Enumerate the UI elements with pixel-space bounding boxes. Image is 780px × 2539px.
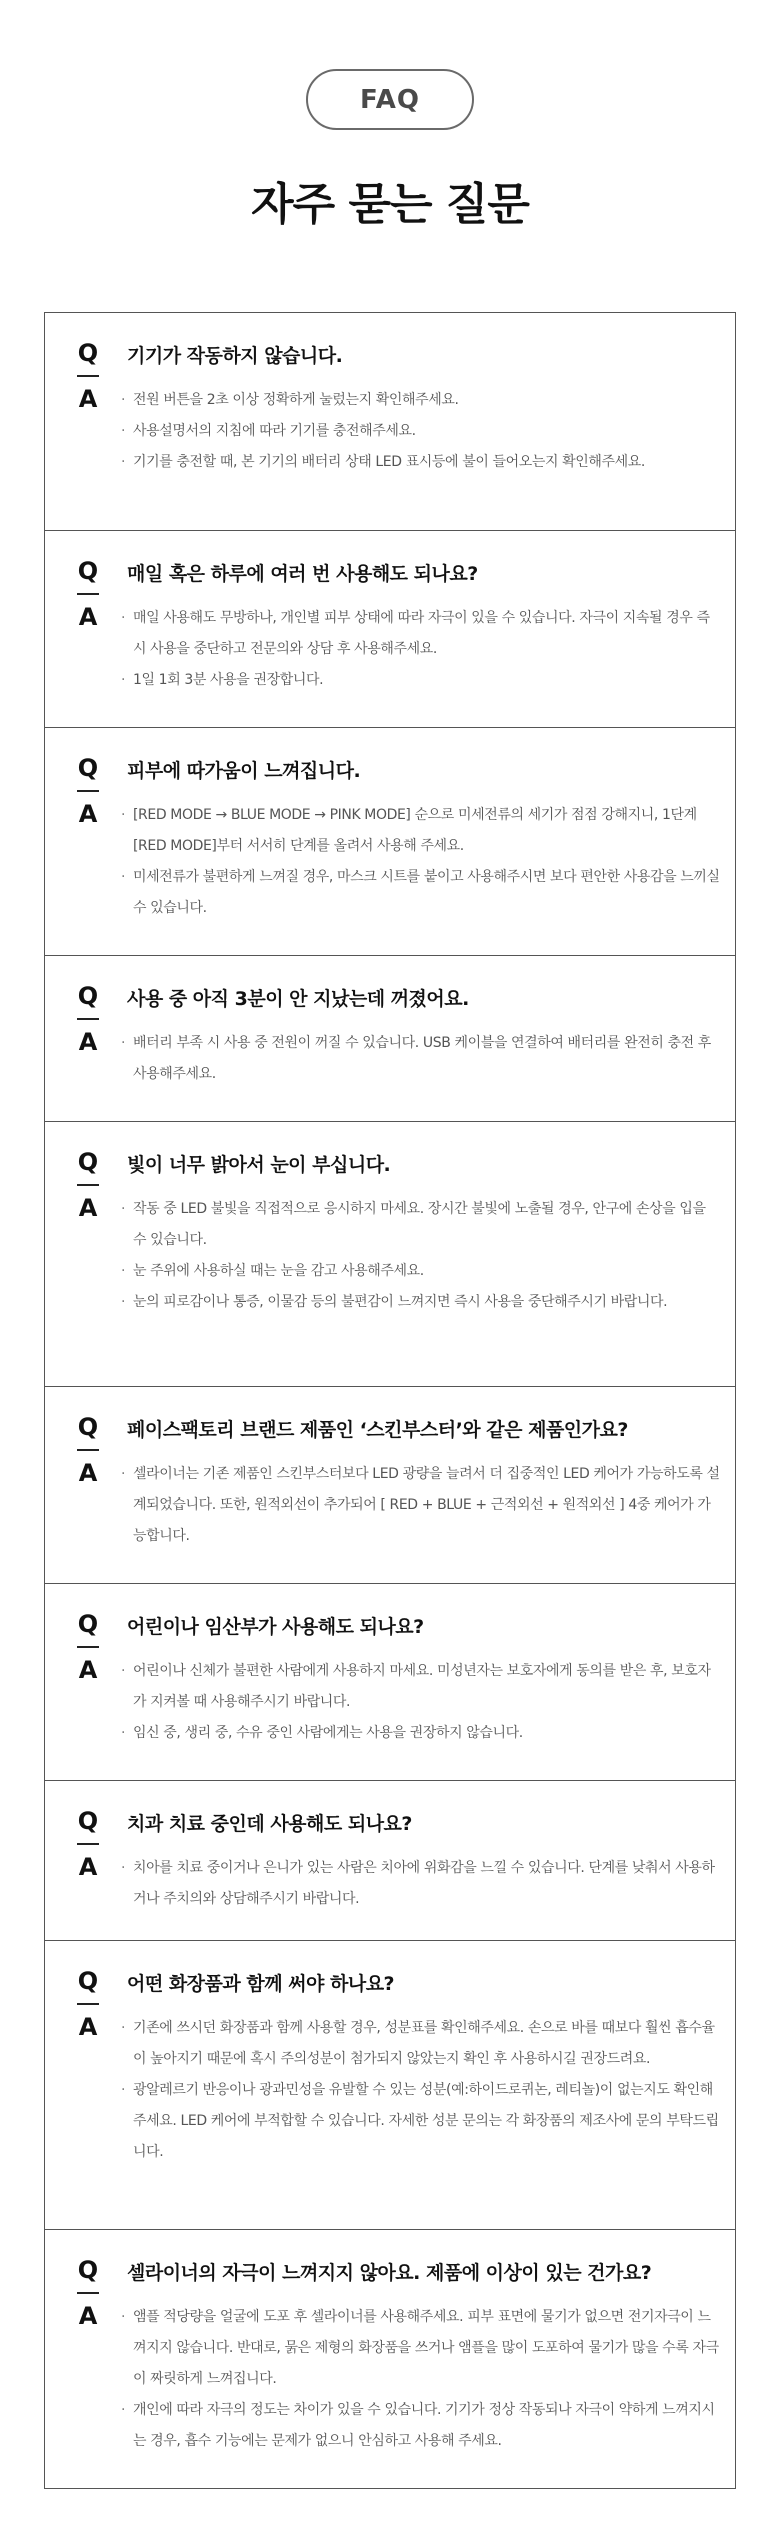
faq-answer-list	[121, 1194, 721, 1318]
faq-question: 어떤 화장품과 함께 써야 하나요?	[127, 1973, 395, 1995]
faq-item	[45, 728, 735, 956]
faq-answer-item: · 사용설명서의 지침에 따라 기기를 충전해주세요.	[121, 416, 721, 447]
faq-answer-item: · 미세전류가 불편하게 느껴질 경우, 마스크 시트를 붙이고 사용해주시면 보다 편안한 사용감을 느끼실 수 있습니다.	[121, 862, 721, 924]
qa-divider	[77, 1646, 99, 1648]
faq-answer-item: · 배터리 부족 시 사용 중 전원이 꺼질 수 있습니다. USB 케이블을 연결하여 배터리를 완전히 충전 후 사용해주세요.	[121, 1028, 721, 1090]
faq-answer-item: · 1일 1회 3분 사용을 권장합니다.	[121, 665, 721, 696]
answer-mark: A	[78, 385, 98, 413]
faq-list	[44, 312, 736, 2489]
qa-divider	[77, 2003, 99, 2005]
faq-answer-item: · 셀라이너는 기존 제품인 스킨부스터보다 LED 광량을 늘려서 더 집중적인 LED 케어가 가능하도록 설계되었습니다. 또한, 원적외선이 추가되어 [ RED + BLUE + 근적외선 + 원적외선 ] 4중 케어가 가능합니다.	[121, 1459, 721, 1552]
question-mark: Q	[77, 1967, 99, 1995]
faq-header	[0, 0, 780, 312]
faq-answer-list	[121, 1028, 721, 1090]
faq-answer-item: · 어린이나 신체가 불편한 사람에게 사용하지 마세요. 미성년자는 보호자에게 동의를 받은 후, 보호자가 지켜볼 때 사용해주시기 바랍니다.	[121, 1656, 721, 1718]
qa-divider	[77, 2292, 99, 2294]
faq-question: 페이스팩토리 브랜드 제품인 ‘스킨부스터’와 같은 제품인가요?	[127, 1419, 628, 1441]
qa-divider	[77, 375, 99, 377]
faq-item	[45, 531, 735, 728]
answer-mark: A	[78, 2302, 98, 2330]
faq-answer-item: · 광알레르기 반응이나 광과민성을 유발할 수 있는 성분(예:하이드로퀴논, 레티놀)이 없는지도 확인해주세요. LED 케어에 부적합할 수 있습니다. 자세한 성분 문의는 각 화장품의 제조사에 문의 부탁드립니다.	[121, 2075, 721, 2168]
question-mark: Q	[77, 982, 99, 1010]
question-mark: Q	[77, 1148, 99, 1176]
faq-answer-item: · 눈의 피로감이나 통증, 이물감 등의 불편감이 느껴지면 즉시 사용을 중단해주시기 바랍니다.	[121, 1287, 721, 1318]
qa-divider	[77, 1018, 99, 1020]
faq-answer-list	[121, 2013, 721, 2168]
page-title: 자주 묻는 질문	[251, 179, 529, 230]
faq-answer-list	[121, 385, 721, 478]
faq-item	[45, 313, 735, 531]
faq-answer-item: · 개인에 따라 자극의 정도는 차이가 있을 수 있습니다. 기기가 정상 작동되나 자극이 약하게 느껴지시는 경우, 흡수 기능에는 문제가 없으니 안심하고 사용해 주세요.	[121, 2395, 721, 2457]
question-mark: Q	[77, 1413, 99, 1441]
faq-item	[45, 956, 735, 1122]
qa-divider	[77, 790, 99, 792]
faq-answer-item: · [RED MODE → BLUE MODE → PINK MODE] 순으로 미세전류의 세기가 점점 강해지니, 1단계 [RED MODE]부터 서서히 단계를 올려서 사용해 주세요.	[121, 800, 721, 862]
faq-answer-item: · 치아를 치료 중이거나 은니가 있는 사람은 치아에 위화감을 느낄 수 있습니다. 단계를 낮춰서 사용하거나 주치의와 상담해주시기 바랍니다.	[121, 1853, 721, 1915]
answer-mark: A	[78, 1194, 98, 1222]
faq-answer-list	[121, 2302, 721, 2457]
faq-answer-list	[121, 1459, 721, 1552]
faq-item	[45, 1941, 735, 2230]
faq-question: 어린이나 임산부가 사용해도 되나요?	[127, 1616, 424, 1638]
faq-answer-list	[121, 800, 721, 924]
answer-mark: A	[78, 603, 98, 631]
faq-answer-item: · 전원 버튼을 2초 이상 정확하게 눌렀는지 확인해주세요.	[121, 385, 721, 416]
faq-item	[45, 2230, 735, 2488]
faq-item	[45, 1387, 735, 1584]
faq-answer-list	[121, 1853, 721, 1915]
faq-answer-item: · 눈 주위에 사용하실 때는 눈을 감고 사용해주세요.	[121, 1256, 721, 1287]
qa-divider	[77, 1843, 99, 1845]
faq-answer-item: · 기존에 쓰시던 화장품과 함께 사용할 경우, 성분표를 확인해주세요. 손으로 바를 때보다 훨씬 흡수율이 높아지기 때문에 혹시 주의성분이 첨가되지 않았는지 확인 후 사용하시길 권장드려요.	[121, 2013, 721, 2075]
faq-answer-item: · 작동 중 LED 불빛을 직접적으로 응시하지 마세요. 장시간 불빛에 노출될 경우, 안구에 손상을 입을 수 있습니다.	[121, 1194, 721, 1256]
question-mark: Q	[77, 1807, 99, 1835]
faq-question: 매일 혹은 하루에 여러 번 사용해도 되나요?	[127, 563, 478, 585]
answer-mark: A	[78, 800, 98, 828]
question-mark: Q	[77, 2256, 99, 2284]
qa-divider	[77, 1184, 99, 1186]
faq-answer-list	[121, 603, 721, 696]
faq-answer-item: · 매일 사용해도 무방하나, 개인별 피부 상태에 따라 자극이 있을 수 있습니다. 자극이 지속될 경우 즉시 사용을 중단하고 전문의와 상담 후 사용해주세요.	[121, 603, 721, 665]
qa-divider	[77, 593, 99, 595]
faq-answer-list	[121, 1656, 721, 1749]
faq-item	[45, 1122, 735, 1387]
answer-mark: A	[78, 2013, 98, 2041]
faq-question: 사용 중 아직 3분이 안 지났는데 꺼졌어요.	[127, 988, 469, 1010]
faq-question: 셀라이너의 자극이 느껴지지 않아요. 제품에 이상이 있는 건가요?	[127, 2262, 652, 2284]
faq-question: 기기가 작동하지 않습니다.	[127, 345, 343, 367]
question-mark: Q	[77, 1610, 99, 1638]
faq-answer-item: · 기기를 충전할 때, 본 기기의 배터리 상태 LED 표시등에 불이 들어오는지 확인해주세요.	[121, 447, 721, 478]
faq-item	[45, 1781, 735, 1941]
question-mark: Q	[77, 754, 99, 782]
faq-question: 치과 치료 중인데 사용해도 되나요?	[127, 1813, 412, 1835]
faq-question: 피부에 따가움이 느껴집니다.	[127, 760, 361, 782]
answer-mark: A	[78, 1853, 98, 1881]
faq-answer-item: · 앰플 적당량을 얼굴에 도포 후 셀라이너를 사용해주세요. 피부 표면에 물기가 없으면 전기자극이 느껴지지 않습니다. 반대로, 묽은 제형의 화장품을 쓰거나 앰플을 많이 도포하여 물기가 많을 수록 자극이 짜릿하게 느껴집니다.	[121, 2302, 721, 2395]
question-mark: Q	[77, 339, 99, 367]
question-mark: Q	[77, 557, 99, 585]
answer-mark: A	[78, 1656, 98, 1684]
faq-answer-item: · 임신 중, 생리 중, 수유 중인 사람에게는 사용을 권장하지 않습니다.	[121, 1718, 721, 1749]
faq-item	[45, 1584, 735, 1781]
faq-badge: FAQ	[306, 69, 474, 130]
qa-divider	[77, 1449, 99, 1451]
answer-mark: A	[78, 1459, 98, 1487]
faq-question: 빛이 너무 밝아서 눈이 부십니다.	[127, 1154, 391, 1176]
answer-mark: A	[78, 1028, 98, 1056]
